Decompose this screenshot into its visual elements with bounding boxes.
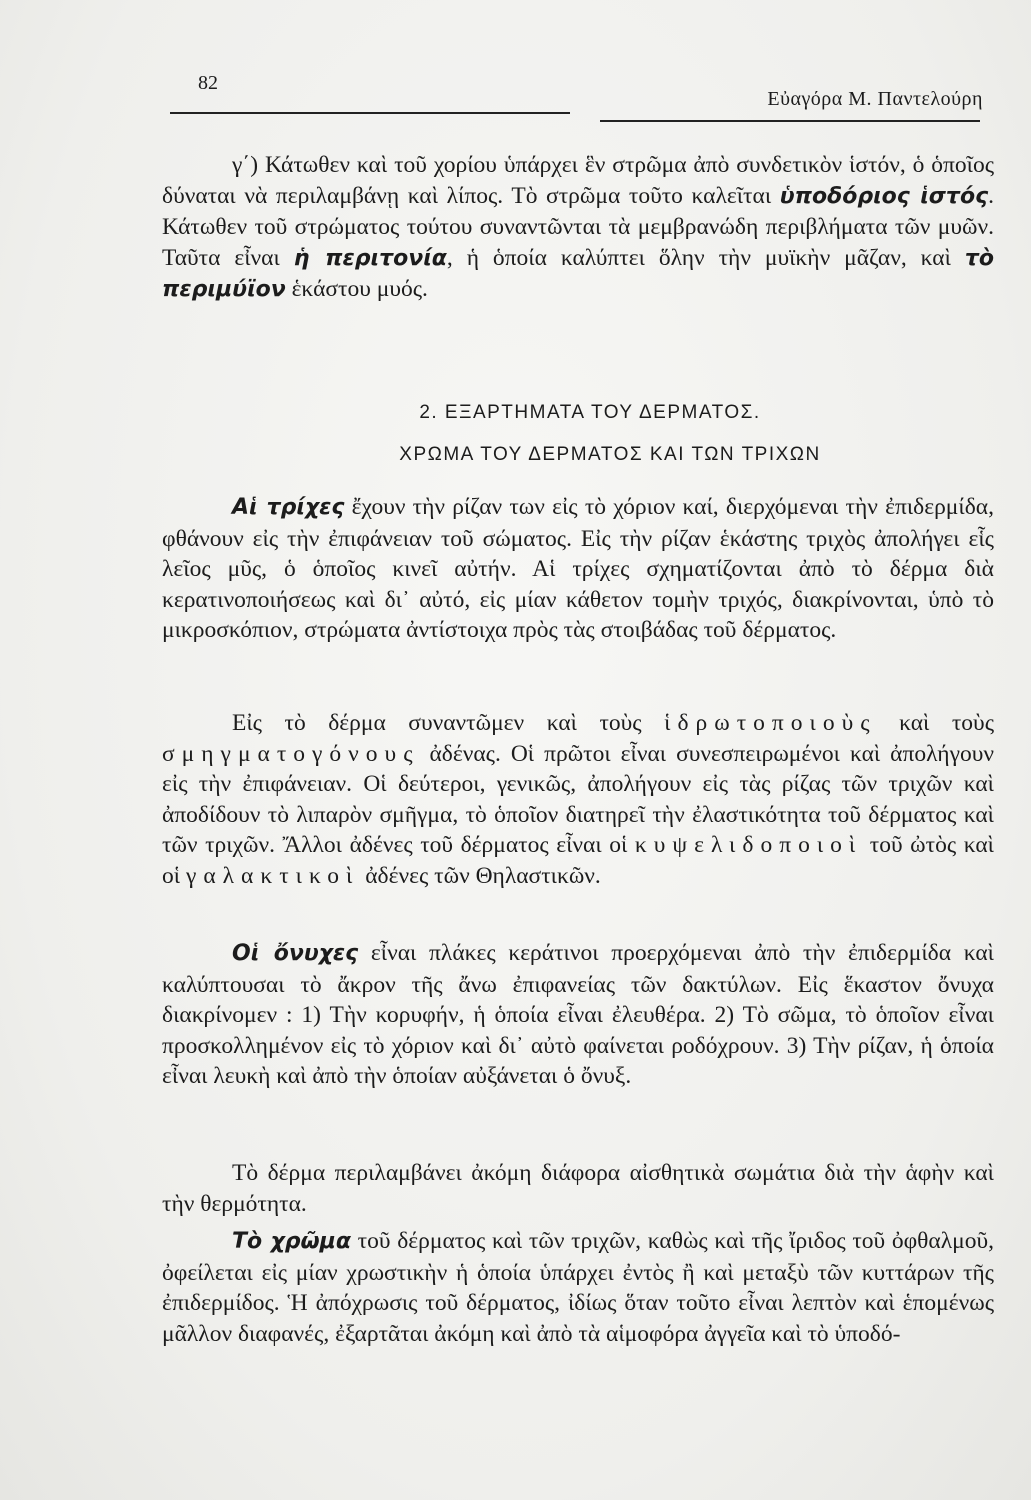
text-run: τοῦ ὠτὸς καὶ οἱ	[162, 832, 994, 889]
header-rule-left	[170, 112, 570, 114]
text-run: καὶ τοὺς	[876, 710, 994, 736]
text-run: Εἰς τὸ δέρμα συναντῶμεν καὶ τοὺς	[232, 710, 665, 736]
text-run: . Κάτωθεν τοῦ στρώματος τούτου συναντῶνται τὰ μεμβρανώδη περιβλήματα τῶν μυῶν. Ταῦτα εἶναι	[162, 182, 994, 271]
term-color: Τὸ χρῶμα	[232, 1229, 351, 1254]
page-number: 82	[198, 72, 218, 94]
term-nails: Οἱ ὄνυχες	[232, 941, 359, 966]
section-heading-title: 2. ΕΞΑΡΤΗΜΑΤΑ ΤΟΥ ΔΕΡΜΑΤΟΣ.	[419, 402, 761, 423]
paragraph-skin-color	[162, 1226, 994, 1349]
term-mammary-glands: γαλακτικοὶ	[185, 862, 360, 889]
text-run: τοῦ δέρματος καὶ τῶν τριχῶν, καθὼς καὶ τῆς ἴριδος τοῦ ὀφθαλμοῦ, ὀφείλεται εἰς μίαν χρωστικὴν ἡ ὁποία ὑπάρχει ἐντὸς ἢ καὶ μεταξὺ τῶν κυττάρων τῆς ἐπιδερμίδος. Ἡ ἀπόχρωσις τοῦ δέρματος, ἰδίως ὅταν τοῦτο εἶναι λεπτὸν καὶ ἑπομένως μᾶλλον διαφανές, ἐξαρτᾶται ἀκόμη καὶ ἀπὸ τὰ αἱμοφόρα ἀγγεῖα καὶ τὸ ὑποδό-	[162, 1228, 994, 1347]
paragraph-nails	[162, 938, 994, 1092]
paragraph-subcutaneous-tissue	[162, 150, 994, 306]
running-head-author: Εὐαγόρα Μ. Παντελούρη	[767, 88, 983, 110]
text-run: ἀδένες τῶν Θηλαστικῶν.	[359, 862, 601, 889]
text-run: , ἡ ὁποία καλύπτει ὅλην τὴν μυϊκὴν μᾶζαν, καὶ	[446, 244, 965, 271]
text-run: γ΄) Κάτωθεν καὶ τοῦ χορίου ὑπάρχει ἓν στρῶμα ἀπὸ συνδετικὸν ἱστόν, ὁ ὁποῖος δύναται νὰ περιλαμβάνῃ καὶ λίπος. Τὸ στρῶμα τοῦτο καλεῖται	[162, 152, 994, 209]
text-run: ἑκάστου μυός.	[285, 276, 428, 302]
text-run: εἶναι πλάκες κεράτινοι προερχόμεναι ἀπὸ τὴν ἐπιδερμίδα καὶ καλύπτουσαι τὸ ἄκρον τῆς ἄνω ἐπιφανείας τῶν δακτύλων. Εἰς ἕκαστον ὄνυχα διακρίνομεν : 1) Τὴν κορυφήν, ἡ ὁποία εἶναι ἐλευθέρα. 2) Τὸ σῶμα, τὸ ὁποῖον εἶναι προσκολλημένον εἰς τὸ χόριον καὶ δι᾽ αὐτὸ φαίνεται ροδόχρουν. 3) Τὴν ρίζαν, ἡ ὁποία εἶναι λευκὴ καὶ ἀπὸ τὴν ὁποίαν αὐξάνεται ὁ ὄνυξ.	[162, 940, 994, 1089]
term-subcutaneous-tissue: ὑποδόριος ἱστός	[779, 183, 989, 209]
term-hairs: Αἱ τρίχες	[232, 495, 345, 520]
section-heading-subtitle: ΧΡΩΜΑ ΤΟΥ ΔΕΡΜΑΤΟΣ ΚΑΙ ΤΩΝ ΤΡΙΧΩΝ	[399, 444, 821, 465]
paragraph-sensory-corpuscles	[162, 1158, 994, 1219]
term-perimysium: τὸ περιμύϊον	[162, 245, 994, 302]
text-run: ἔχουν τὴν ρίζαν των εἰς τὸ χόριον καί, διερχόμεναι τὴν ἐπιδερμίδα, φθάνουν εἰς τὴν ἐπιφάνειαν τοῦ σώματος. Εἰς τὴν ρίζαν ἑκάστης τριχὸς ἀπολήγει εἷς λεῖος μῦς, ὁ ὁποῖος κινεῖ αὐτήν. Αἱ τρίχες σχηματίζονται ἀπὸ τὸ δέρμα διὰ κερατινοποιήσεως καὶ δι᾽ αὐτό, εἰς μίαν κάθετον τομὴν τριχός, διακρίνονται, ὑπὸ τὸ μικροσκόπιον, στρώματα ἀντίστοιχα πρὸς τὰς στοιβάδας τοῦ δέρματος.	[162, 494, 994, 643]
term-fascia: ἡ περιτονία	[293, 245, 447, 271]
term-sweat-glands: ἱδρωτοποιοὺς	[664, 710, 877, 736]
paragraph-glands	[162, 708, 994, 891]
text-run: Τὸ δέρμα περιλαμβάνει ἀκόμη διάφορα αἰσθητικὰ σωμάτια διὰ τὴν ἁφὴν καὶ τὴν θερμότητα.	[162, 1160, 994, 1217]
header-rule-right	[600, 120, 980, 122]
text-run: ἀδένας. Οἱ πρῶτοι εἶναι συνεσπειρωμένοι καὶ ἀπολήγουν εἰς τὴν ἐπιφάνειαν. Οἱ δεύτεροι, γενικῶς, ἀπολήγουν εἰς τὰς ρίζας τῶν τριχῶν καὶ ἀποδίδουν τὸ λιπαρὸν σμῆγμα, τὸ ὁποῖον διατηρεῖ τὴν ἐλαστικότητα τοῦ δέρματος καὶ τῶν τριχῶν. Ἄλλοι ἀδένες τοῦ δέρματος εἶναι οἱ	[162, 740, 994, 858]
term-sebaceous-glands: σμηγματογόνους	[162, 740, 420, 767]
term-ceruminous-glands: κυψελιδοποιοὶ	[634, 832, 863, 858]
paragraph-hairs	[162, 492, 994, 646]
